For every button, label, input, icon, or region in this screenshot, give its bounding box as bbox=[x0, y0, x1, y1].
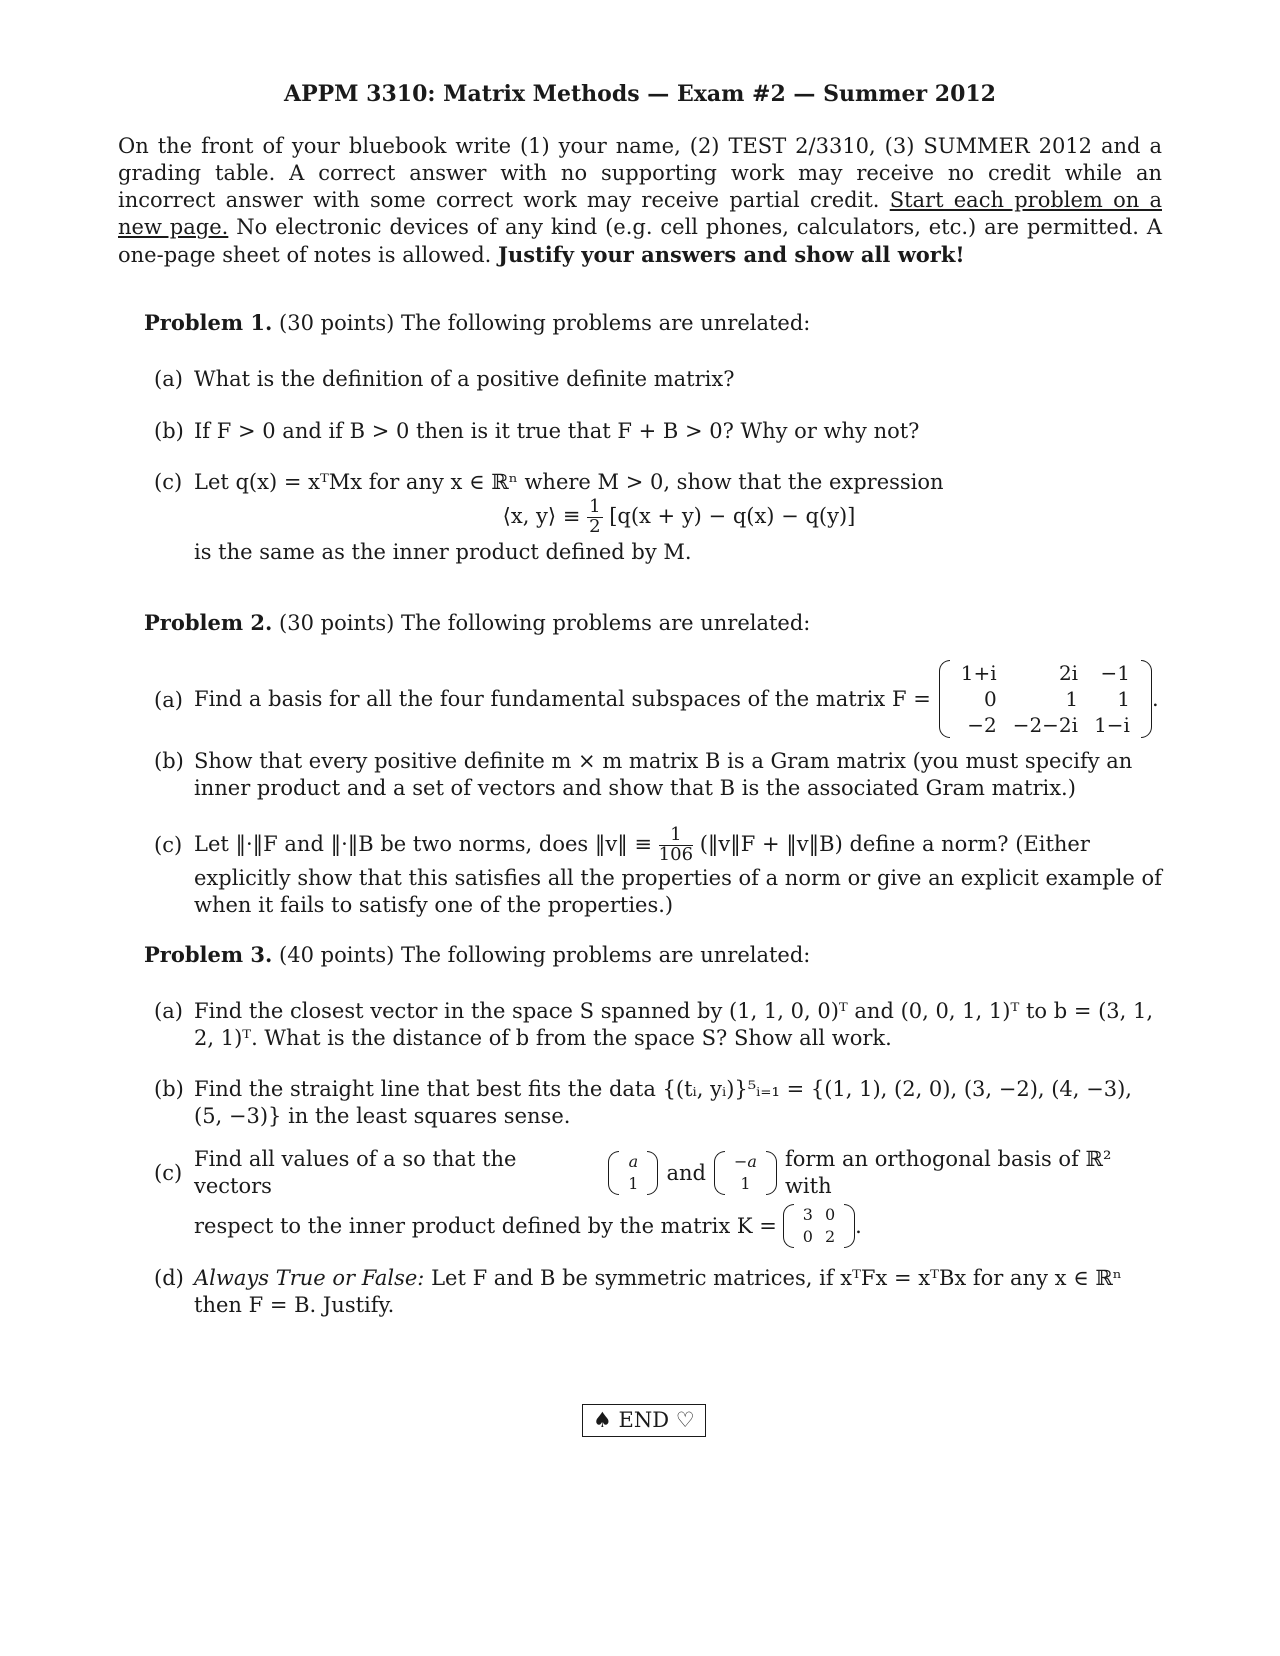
matrix-K bbox=[783, 1204, 855, 1248]
problem-3-label: Problem 3. bbox=[144, 942, 273, 967]
problem-2-heading bbox=[144, 610, 810, 637]
problem-1c bbox=[154, 469, 1164, 566]
instructions-underlined: Start each problem on a new page. bbox=[118, 188, 1162, 239]
matrix-cell: 1 bbox=[1065, 687, 1079, 711]
part-text: What is the definition of a positive definite matrix? bbox=[194, 367, 735, 391]
and-text: and bbox=[666, 1160, 706, 1185]
fraction bbox=[659, 826, 693, 865]
matrix-cell: −2−2i bbox=[1012, 713, 1079, 737]
vector-entry: a bbox=[628, 1152, 639, 1171]
part-label: (a) bbox=[154, 688, 183, 712]
problem-3-desc: (40 points) The following problems are unrelated: bbox=[279, 943, 811, 967]
matrix-cell: 1+i bbox=[960, 661, 997, 685]
problem-1b bbox=[154, 418, 1164, 445]
instructions-text: On the front of your bluebook write (1) your name, (2) TEST 2/3310, (3) SUMMER 2012 and a grading table. A correct answer with no supporting work may receive no credit while an incorrect answer with some correct work may receive partial credit. bbox=[118, 134, 1162, 212]
part-text: Find the closest vector in the space S spanned by (1, 1, 0, 0)ᵀ and (0, 0, 1, 1)ᵀ to b = (3, 1, 2, 1)ᵀ. What is the distance of b from the space S? Show all work. bbox=[194, 999, 1154, 1050]
part-label: (d) bbox=[154, 1266, 184, 1290]
problem-1-heading bbox=[144, 310, 810, 337]
end-marker: ♠ END ♡ bbox=[582, 1404, 706, 1437]
problem-2a bbox=[154, 660, 1164, 738]
part-lead: Always True or False: bbox=[194, 1266, 425, 1290]
matrix-cell: 0 bbox=[983, 687, 997, 711]
part-label: (a) bbox=[154, 999, 183, 1023]
part-text: Let q(x) = xᵀMx for any x ∈ ℝⁿ where M > 0, show that the expression bbox=[194, 470, 944, 494]
vector-entry: 1 bbox=[740, 1174, 751, 1193]
fraction bbox=[587, 498, 602, 537]
part-text: Let ‖·‖F and ‖·‖B be two norms, does ‖v‖ ≡ bbox=[194, 831, 652, 856]
part-text: Find a basis for all the four fundamental subspaces of the matrix F = bbox=[194, 686, 931, 711]
part-label: (c) bbox=[154, 833, 183, 857]
period: . bbox=[1151, 686, 1159, 711]
vector-entry: −a bbox=[733, 1152, 757, 1171]
part-text-2: is the same as the inner product defined by M. bbox=[194, 539, 692, 564]
page-title: APPM 3310: Matrix Methods — Exam #2 — Summer 2012 bbox=[284, 81, 996, 107]
problem-3b bbox=[154, 1076, 1164, 1130]
matrix-cell: 2i bbox=[1058, 661, 1079, 685]
part-text: Find the straight line that best fits the data {(tᵢ, yᵢ)}⁵ᵢ₌₁ = {(1, 1), (2, 0), (3, −2), (4, −3), (5, −3)} in the least squares sense. bbox=[194, 1077, 1132, 1128]
problem-2-desc: (30 points) The following problems are unrelated: bbox=[279, 611, 811, 635]
matrix-cell: 0 bbox=[802, 1227, 813, 1246]
part-label: (b) bbox=[154, 419, 184, 443]
instructions-text-2: No electronic devices of any kind (e.g. cell phones, calculators, etc.) are permitted. A one-page sheet of notes is allowed. bbox=[118, 215, 1162, 267]
fraction-denominator: 2 bbox=[589, 515, 601, 537]
part-label: (b) bbox=[154, 749, 184, 773]
vector-entry: 1 bbox=[628, 1174, 639, 1193]
matrix-cell: 3 bbox=[802, 1205, 813, 1224]
part-text: Let F and B be symmetric matrices, if xᵀFx = xᵀBx for any x ∈ ℝⁿ then F = B. Justify. bbox=[194, 1266, 1122, 1317]
problem-3-heading bbox=[144, 942, 810, 969]
part-text-2: form an orthogonal basis of ℝ² with bbox=[784, 1147, 1112, 1198]
problem-1-label: Problem 1. bbox=[144, 310, 273, 335]
matrix-cell: −2 bbox=[967, 713, 997, 737]
equation-right: [q(x + y) − q(x) − q(y)] bbox=[609, 503, 856, 528]
problem-3d bbox=[154, 1265, 1164, 1319]
part-label: (a) bbox=[154, 367, 183, 391]
matrix-cell: −1 bbox=[1100, 661, 1130, 685]
problem-1a bbox=[154, 366, 1164, 393]
instructions-bold: Justify your answers and show all work! bbox=[498, 242, 965, 267]
fraction-numerator: 1 bbox=[589, 496, 601, 517]
fraction-denominator: 106 bbox=[658, 843, 694, 865]
problem-3c bbox=[154, 1146, 1164, 1248]
part-label: (b) bbox=[154, 1077, 184, 1101]
part-text: Show that every positive definite m × m matrix B is a Gram matrix (you must specify an inner product and a set of vectors and show that B is the associated Gram matrix.) bbox=[194, 749, 1133, 800]
matrix-F bbox=[939, 660, 1152, 738]
problem-2-label: Problem 2. bbox=[144, 610, 273, 635]
matrix-cell: 1 bbox=[1117, 687, 1130, 711]
fraction-numerator: 1 bbox=[659, 826, 693, 846]
problem-3a bbox=[154, 998, 1164, 1052]
problem-2c bbox=[154, 826, 1164, 919]
part-text-2: (‖v‖F + ‖v‖B) define a norm? (Either explicitly show that this satisfies all the properties of a norm or give an explicit example of when it fails to satisfy one of the properties.) bbox=[194, 831, 1162, 917]
part-label: (c) bbox=[154, 1161, 183, 1185]
instructions bbox=[118, 133, 1162, 269]
part-label: (c) bbox=[154, 470, 183, 494]
part-text: If F > 0 and if B > 0 then is it true that F + B > 0? Why or why not? bbox=[194, 419, 920, 443]
equation-inner-product bbox=[194, 498, 1164, 537]
vector-2 bbox=[714, 1151, 777, 1195]
matrix-cell: 2 bbox=[824, 1227, 836, 1246]
part-text-3: respect to the inner product defined by the matrix K = bbox=[194, 1213, 777, 1238]
equation-left: ⟨x, y⟩ ≡ bbox=[502, 503, 581, 528]
problem-1-desc: (30 points) The following problems are unrelated: bbox=[279, 311, 811, 335]
part-text: Find all values of a so that the vectors bbox=[194, 1147, 517, 1198]
matrix-cell: 1−i bbox=[1094, 713, 1130, 737]
problem-2b bbox=[154, 748, 1164, 802]
matrix-cell: 0 bbox=[824, 1205, 836, 1224]
period: . bbox=[855, 1213, 862, 1238]
vector-1 bbox=[608, 1151, 658, 1195]
